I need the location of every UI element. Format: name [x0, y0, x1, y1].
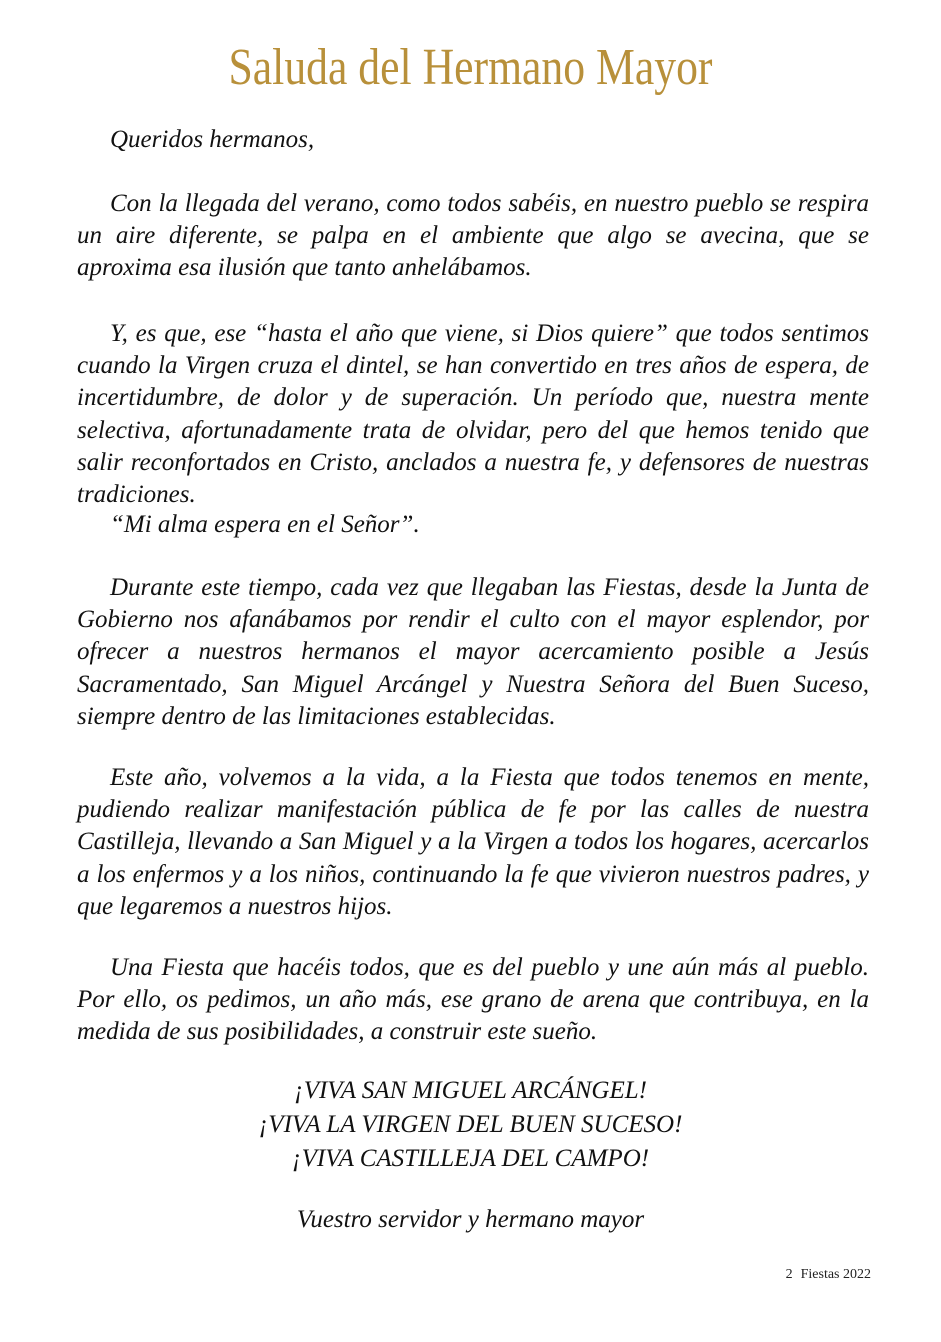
letter-paragraph-4: [77, 762, 869, 923]
letter-paragraph-1: [77, 188, 869, 285]
letter-paragraph-3: [77, 572, 869, 733]
viva-line: ¡VIVA SAN MIGUEL ARCÁNGEL!: [293, 1077, 647, 1104]
vivas-block: [0, 1074, 941, 1176]
page-number: 2: [785, 1267, 793, 1282]
paragraph-text: Una Fiesta que hacéis todos, que es del pueblo y une aún más al pueblo. Por ello, os pedimos, un año más, ese grano de arena que contribuya, en la medida de sus posibilidades, a construir este sueño.: [77, 954, 869, 1046]
signature-line: Vuestro servidor y hermano mayor: [296, 1206, 645, 1233]
page-title: Saluda del Hermano Mayor: [228, 39, 713, 96]
viva-line: ¡VIVA CASTILLEJA DEL CAMPO!: [291, 1145, 650, 1172]
publication-name: Fiestas 2022: [800, 1267, 871, 1282]
paragraph-text: Este año, volvemos a la vida, a la Fiesta que todos tenemos en mente, pudiendo realizar manifestación pública de fe por las calles de nuestra Castilleja, llevando a San Miguel y a la Virgen a todos los hogares, acercarlos a los enfermos y a los niños, continuando la fe que vivieron nuestros padres, y que legaremos a nuestros hijos.: [77, 764, 869, 920]
viva-line: ¡VIVA LA VIRGEN DEL BUEN SUCESO!: [258, 1111, 683, 1138]
page-footer: [786, 1266, 871, 1284]
letter-greeting: Queridos hermanos,: [110, 126, 315, 153]
paragraph-text: Durante este tiempo, cada vez que llegaban las Fiestas, desde la Junta de Gobierno nos afanábamos por rendir el culto con el mayor esplendor, por ofrecer a nuestros hermanos el mayor acercamiento posible a Jesús Sacramentado, San Miguel Arcángel y Nuestra Señora del Buen Suceso, siempre dentro de las limitaciones establecidas.: [77, 574, 869, 730]
letter-paragraph-5: [77, 952, 869, 1049]
letter-quote: “Mi alma espera en el Señor”.: [110, 511, 420, 538]
paragraph-text: Con la llegada del verano, como todos sabéis, en nuestro pueblo se respira un aire diferente, se palpa en el ambiente que algo se avecina, que se aproxima esa ilusión que tanto anhelábamos.: [77, 190, 869, 282]
letter-paragraph-2: [77, 318, 869, 511]
paragraph-text: Y, es que, ese “hasta el año que viene, si Dios quiere” que todos sentimos cuando la Virgen cruza el dintel, se han convertido en tres años de espera, de incertidumbre, de dolor y de superación. Un período que, nuestra mente selectiva, afortunadamente trata de olvidar, pero del que hemos tenido que salir reconfortados en Cristo, anclados a nuestra fe, y defensores de nuestras tradiciones.: [77, 320, 869, 509]
